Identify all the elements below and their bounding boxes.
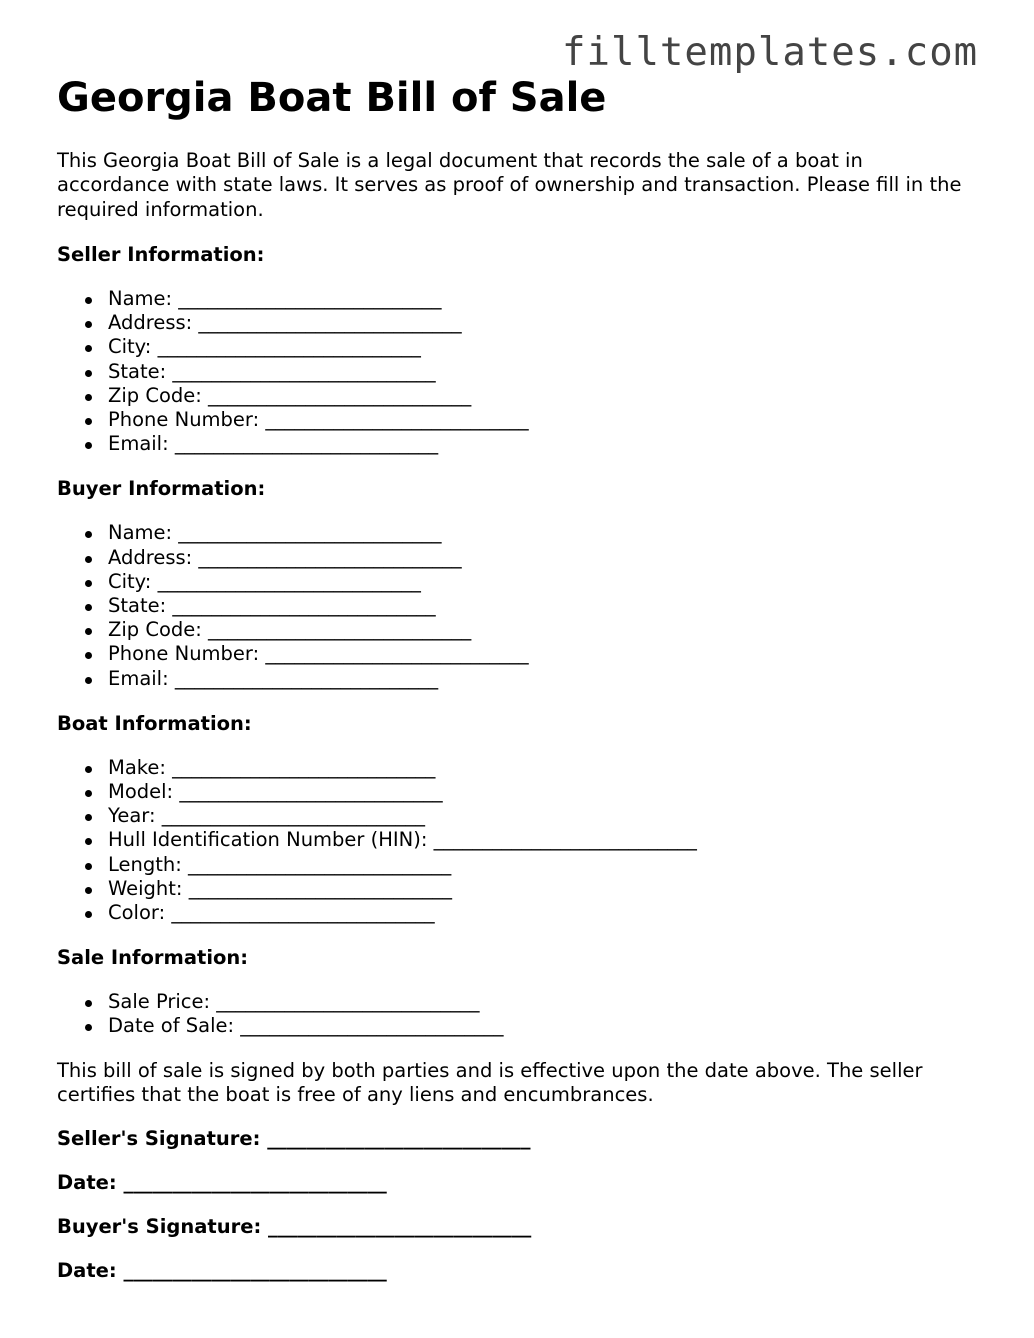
sale-date-field: Date of Sale: ___________________________ xyxy=(57,1014,977,1038)
boat-section-heading: Boat Information: xyxy=(57,711,252,735)
buyer-zip-field: Zip Code: ___________________________ xyxy=(57,618,977,642)
buyer-section-heading: Buyer Information: xyxy=(57,477,266,501)
seller-state-field: State: ___________________________ xyxy=(57,360,977,384)
boat-field-list xyxy=(57,756,977,925)
sale-price-field: Sale Price: ___________________________ xyxy=(57,990,977,1014)
sale-section-heading: Sale Information: xyxy=(57,946,249,970)
seller-phone-field: Phone Number: ___________________________ xyxy=(57,408,977,432)
boat-length-field: Length: ___________________________ xyxy=(57,853,977,877)
boat-year-field: Year: ___________________________ xyxy=(57,804,977,828)
buyer-date-line: Date: ___________________________ xyxy=(57,1259,387,1283)
page-title: Georgia Boat Bill of Sale xyxy=(57,75,607,121)
seller-signature-line: Seller's Signature: ___________________________ xyxy=(57,1127,531,1151)
seller-date-line: Date: ___________________________ xyxy=(57,1171,387,1195)
document-page xyxy=(57,74,977,1283)
buyer-name-field: Name: ___________________________ xyxy=(57,521,977,545)
buyer-signature-line: Buyer's Signature: ___________________________ xyxy=(57,1215,532,1239)
sale-field-list xyxy=(57,990,977,1038)
seller-field-list xyxy=(57,287,977,456)
buyer-phone-field: Phone Number: ___________________________ xyxy=(57,642,977,666)
boat-color-field: Color: ___________________________ xyxy=(57,901,977,925)
buyer-email-field: Email: ___________________________ xyxy=(57,667,977,691)
boat-model-field: Model: ___________________________ xyxy=(57,780,977,804)
seller-address-field: Address: ___________________________ xyxy=(57,311,977,335)
seller-city-field: City: ___________________________ xyxy=(57,335,977,359)
buyer-state-field: State: ___________________________ xyxy=(57,594,977,618)
seller-name-field: Name: ___________________________ xyxy=(57,287,977,311)
closing-paragraph: This bill of sale is signed by both parties and is effective upon the date above. The seller certifies that the boat is free of any liens and encumbrances. xyxy=(57,1058,923,1106)
buyer-field-list xyxy=(57,521,977,690)
seller-section-heading: Seller Information: xyxy=(57,242,265,266)
boat-weight-field: Weight: ___________________________ xyxy=(57,877,977,901)
seller-zip-field: Zip Code: ___________________________ xyxy=(57,384,977,408)
buyer-city-field: City: ___________________________ xyxy=(57,570,977,594)
boat-make-field: Make: ___________________________ xyxy=(57,756,977,780)
watermark: filltemplates.com xyxy=(562,30,979,75)
buyer-address-field: Address: ___________________________ xyxy=(57,546,977,570)
boat-hin-field: Hull Identification Number (HIN): ___________________________ xyxy=(57,828,977,852)
seller-email-field: Email: ___________________________ xyxy=(57,432,977,456)
intro-paragraph: This Georgia Boat Bill of Sale is a legal document that records the sale of a boat in accordance with state laws. It serves as proof of ownership and transaction. Please fill in the required information. xyxy=(57,149,962,221)
